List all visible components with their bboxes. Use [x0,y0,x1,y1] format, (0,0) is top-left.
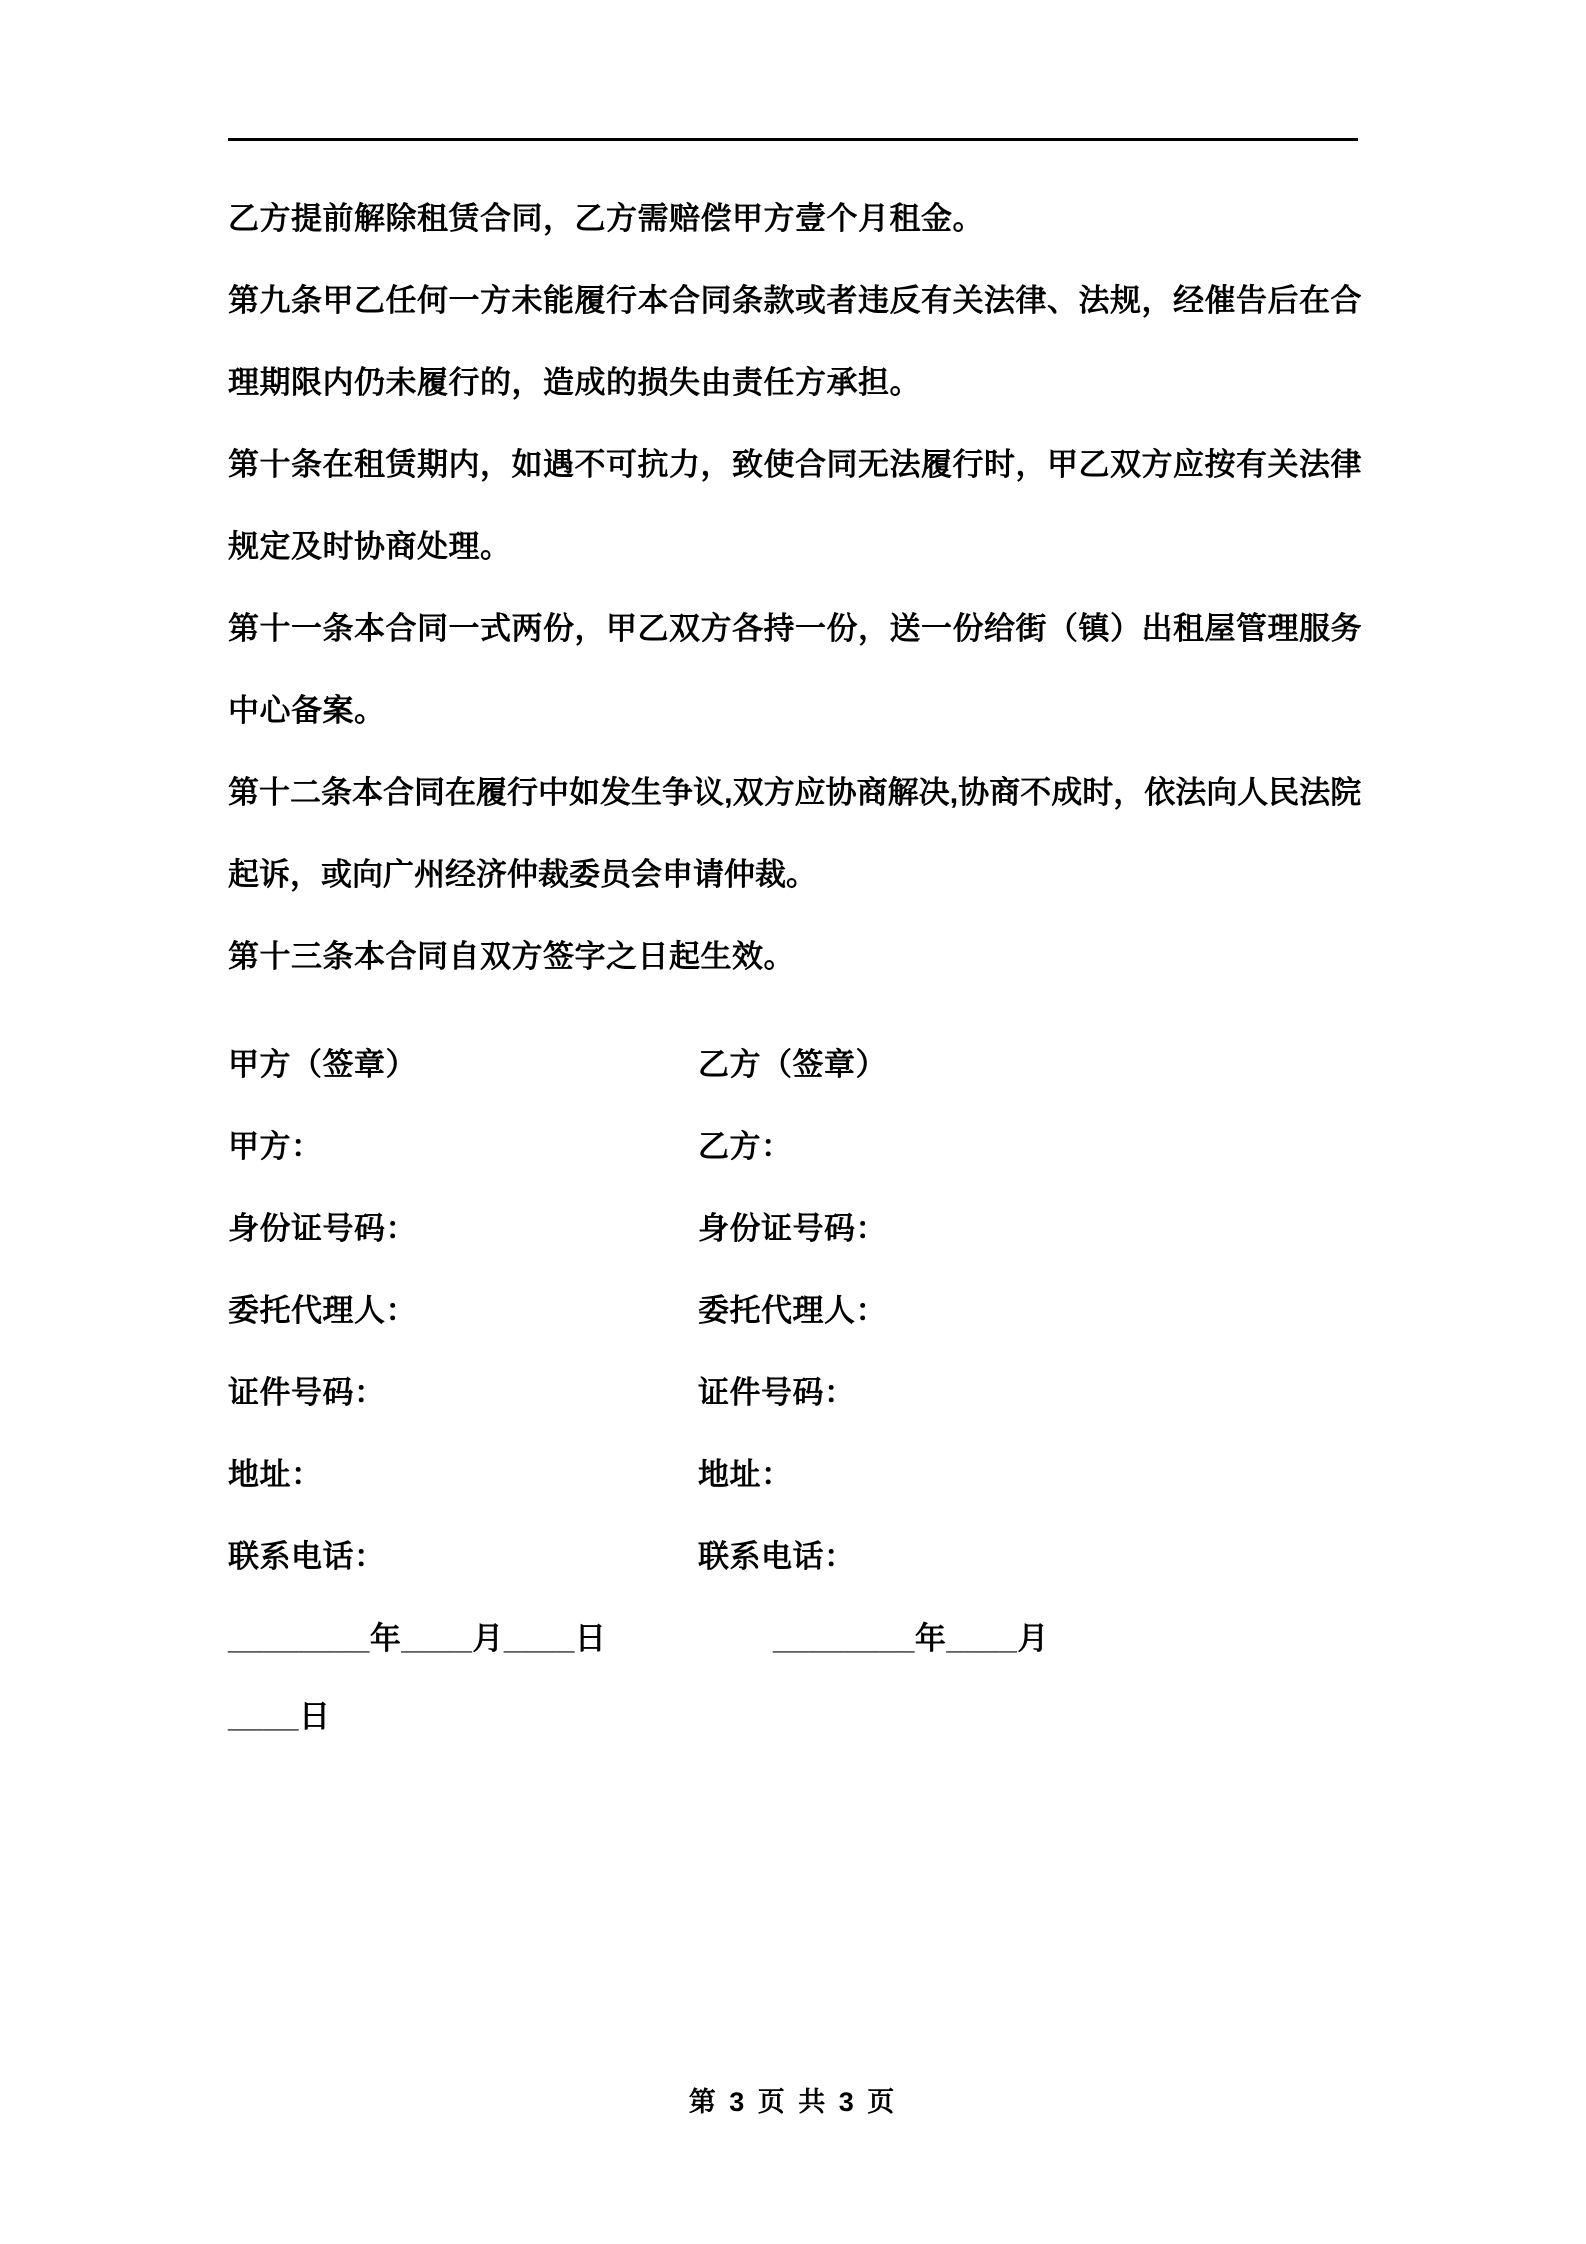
paragraph: 第十三条本合同自双方签字之日起生效。 [228,939,795,974]
party-b-label: 乙方： [698,1128,793,1164]
party-b-date-line-continued: ____日 [228,1699,331,1734]
party-a-label: 联系电话： [228,1538,386,1574]
signature-row [228,1430,1368,1512]
signature-row [228,1512,1368,1594]
signature-row [228,1020,1368,1102]
signature-row [228,1348,1368,1430]
signature-row [228,1184,1368,1266]
paragraph: 第十条在租赁期内，如遇不可抗力，致使合同无法履行时，甲乙双方应按有关法律规定及时协商处理。 [228,447,1362,564]
party-a-label: 甲方： [228,1128,323,1164]
header-rule [228,138,1358,141]
party-a-label: 地址： [228,1456,323,1492]
party-b-label: 乙方（签章） [698,1046,887,1082]
paragraph: 第九条甲乙任何一方未能履行本合同条款或者违反有关法律、法规，经催告后在合理期限内仍未履行的，造成的损失由责任方承担。 [228,283,1362,400]
document-body [228,178,1368,998]
party-b-date-line: ________年____月 [773,1620,1049,1656]
party-b-label: 联系电话： [698,1538,856,1574]
party-a-label: 委托代理人： [228,1292,417,1328]
paragraph: 第十一条本合同一式两份，甲乙双方各持一份，送一份给街（镇）出租屋管理服务中心备案。 [228,611,1362,728]
party-a-label: 证件号码： [228,1374,386,1410]
signature-block [228,1020,1368,1758]
party-b-label: 身份证号码： [698,1210,887,1246]
date-line-row [228,1594,1368,1676]
party-b-label: 证件号码： [698,1374,856,1410]
party-a-date-line: ________年____月____日 [228,1620,607,1656]
signature-row [228,1266,1368,1348]
party-b-label: 委托代理人： [698,1292,887,1328]
party-b-label: 地址： [698,1456,793,1492]
signature-row [228,1102,1368,1184]
paragraph: 第十二条本合同在履行中如发生争议,双方应协商解决,协商不成时，依法向人民法院起诉，或向广州经济仲裁委员会申请仲裁。 [228,775,1362,892]
party-a-label: 身份证号码： [228,1210,417,1246]
party-a-label: 甲方（签章） [228,1046,417,1082]
page-footer: 第 3 页 共 3 页 [688,2087,898,2117]
paragraph: 乙方提前解除租赁合同，乙方需赔偿甲方壹个月租金。 [228,201,984,236]
